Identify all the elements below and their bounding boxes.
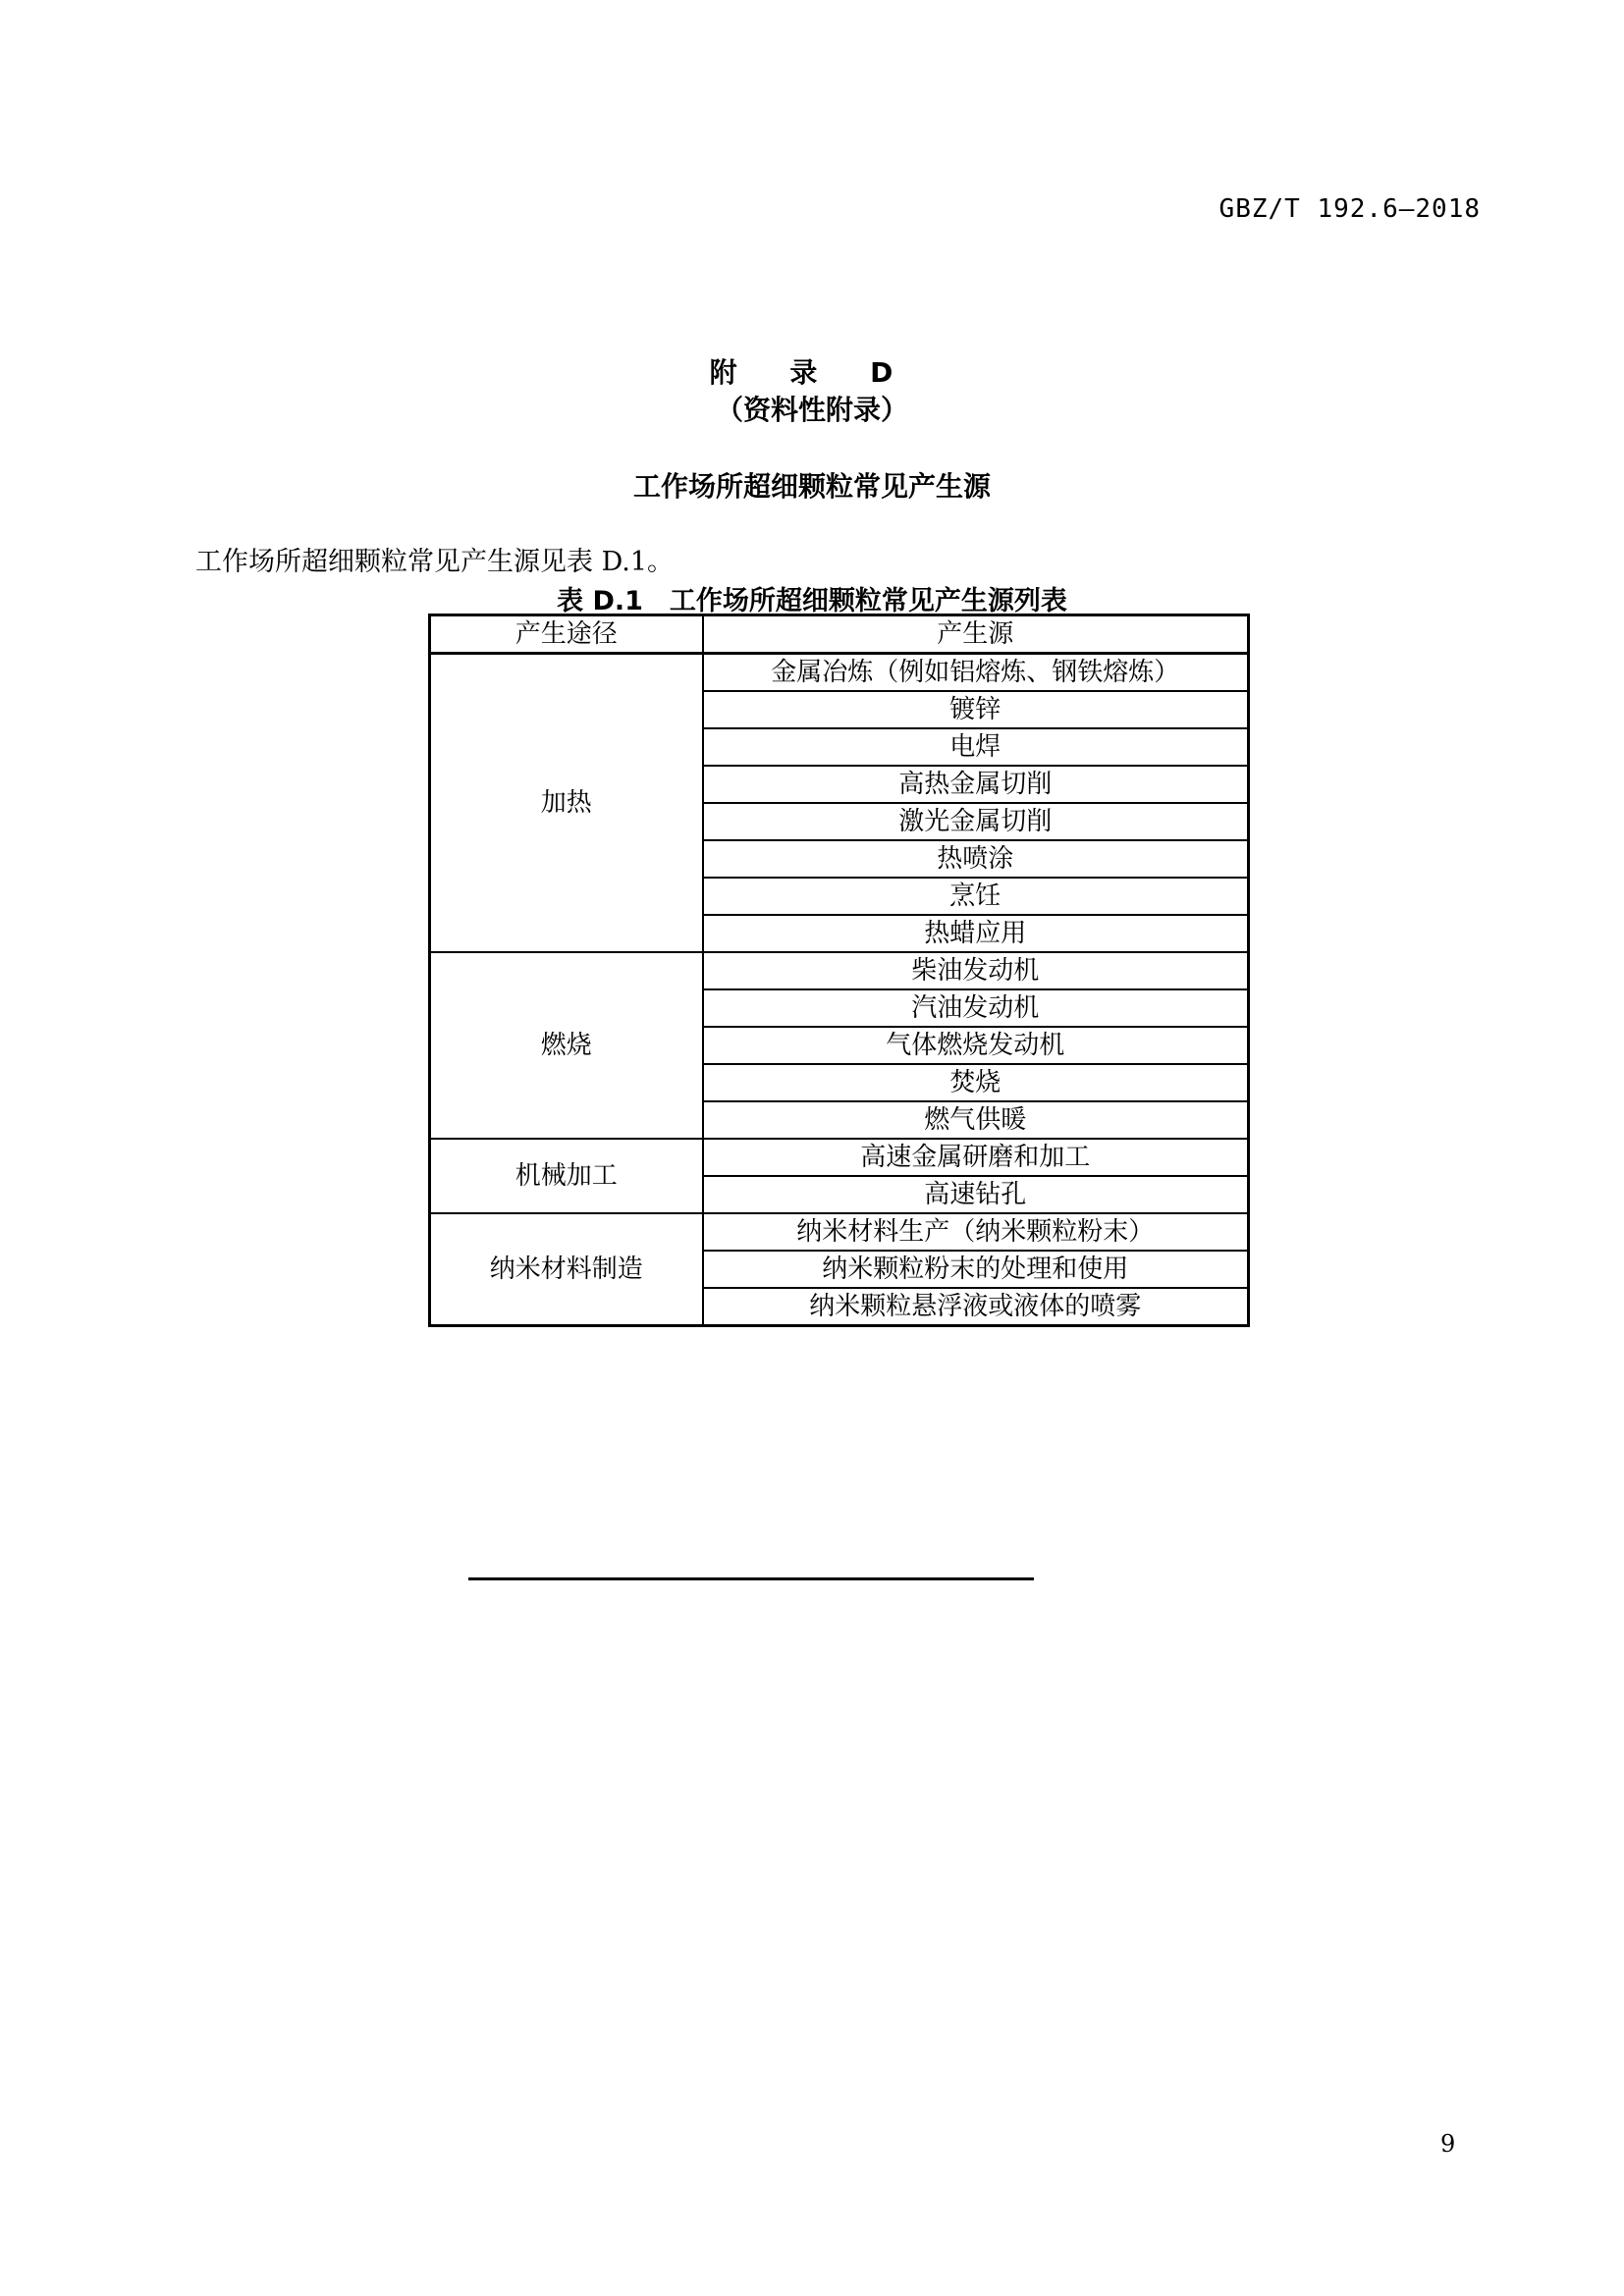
appendix-title: 附 录 D xyxy=(709,356,915,389)
source-cell: 高速金属研磨和加工 xyxy=(703,1139,1249,1176)
table-row xyxy=(430,654,1249,692)
appendix-subtitle: （资料性附录） xyxy=(715,394,908,426)
source-cell: 热蜡应用 xyxy=(703,915,1249,952)
end-rule xyxy=(468,1577,1034,1580)
source-cell: 高速钻孔 xyxy=(703,1176,1249,1213)
source-cell: 热喷涂 xyxy=(703,840,1249,878)
table-row xyxy=(430,952,1249,989)
source-cell: 纳米颗粒悬浮液或液体的喷雾 xyxy=(703,1288,1249,1326)
standard-number: GBZ/T 192.6—2018 xyxy=(1218,194,1481,224)
source-cell: 汽油发动机 xyxy=(703,989,1249,1027)
source-cell: 柴油发动机 xyxy=(703,952,1249,989)
source-cell: 气体燃烧发动机 xyxy=(703,1027,1249,1064)
table-header-row xyxy=(430,615,1249,654)
source-cell: 纳米材料生产（纳米颗粒粉末） xyxy=(703,1213,1249,1251)
source-cell: 烹饪 xyxy=(703,878,1249,915)
header-source: 产生源 xyxy=(703,615,1249,654)
table-caption: 表 D.1 工作场所超细颗粒常见产生源列表 xyxy=(557,586,1067,616)
header-route: 产生途径 xyxy=(430,615,703,654)
table-container xyxy=(428,614,1247,1327)
table-body xyxy=(430,654,1249,1326)
route-cell: 纳米材料制造 xyxy=(430,1213,703,1326)
source-cell: 燃气供暖 xyxy=(703,1101,1249,1139)
source-cell: 金属冶炼（例如铝熔炼、钢铁熔炼） xyxy=(703,654,1249,692)
intro-paragraph: 工作场所超细颗粒常见产生源见表 D.1。 xyxy=(195,547,675,577)
section-title: 工作场所超细颗粒常见产生源 xyxy=(632,470,991,503)
table-row xyxy=(430,1213,1249,1251)
source-cell: 镀锌 xyxy=(703,691,1249,728)
ultrafine-sources-table xyxy=(428,614,1250,1327)
source-cell: 电焊 xyxy=(703,728,1249,766)
route-cell: 加热 xyxy=(430,654,703,953)
page-number: 9 xyxy=(1440,2130,1456,2158)
source-cell: 高热金属切削 xyxy=(703,766,1249,803)
table-row xyxy=(430,1139,1249,1176)
route-cell: 机械加工 xyxy=(430,1139,703,1213)
source-cell: 焚烧 xyxy=(703,1064,1249,1101)
source-cell: 纳米颗粒粉末的处理和使用 xyxy=(703,1251,1249,1288)
route-cell: 燃烧 xyxy=(430,952,703,1139)
source-cell: 激光金属切削 xyxy=(703,803,1249,840)
